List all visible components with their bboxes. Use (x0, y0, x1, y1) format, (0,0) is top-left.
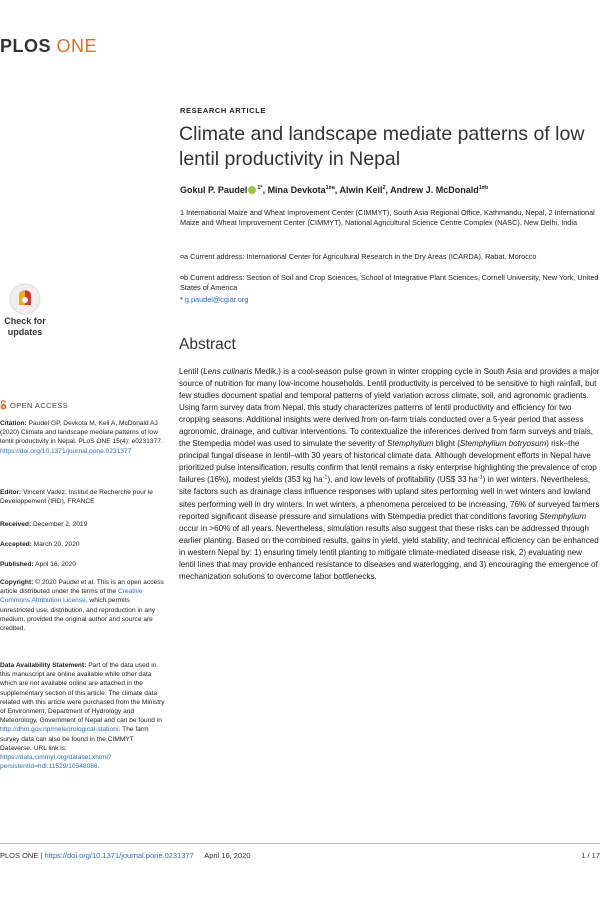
journal-logo: PLOS ONE (0, 36, 98, 56)
current-address-b: ¤b Current address: Section of Soil and Crop Sciences, School of Integrative Plant Sciences, Cornell University, New York, United States of America (180, 273, 599, 292)
climate-data-link[interactable]: http://dhm.gov.np/meteorological-station/ (0, 726, 119, 734)
citation-doi-link[interactable]: https://doi.org/10.1371/journal.pone.0231377 (0, 447, 132, 455)
author-name[interactable]: , Andrew J. McDonald (385, 185, 479, 195)
footer-divider (0, 843, 600, 844)
author-name[interactable]: , Alwin Keil (334, 185, 383, 195)
author-name[interactable]: Gokul P. Paudel (180, 185, 248, 195)
page-footer: PLOS ONE | https://doi.org/10.1371/journal.pone.0231377 April 16, 2020 1 / 17 (0, 851, 600, 860)
dataverse-link[interactable]: https://data.cimmyt.org/dataset.xhtml?persistentId=hdl:11529/10548086 (0, 754, 112, 771)
author-name[interactable]: , Mina Devkota (262, 185, 326, 195)
abstract-text: Lentil (Lens culinaris Medik.) is a cool-season pulse grown in winter cropping cycle in South Asia and provides a major source of nutrition for many low-income households. Lentil productivity is perceived to be sensitive to high rainfall, but few studies document spatial and temporal patterns of yield variation across climate, soil, and agronomic gradients. Using farm survey data from Nepal, this study characterizes patterns of lentil productivity and efficiency for two cropping seasons. Additional insights were derived from on-farm trials conducted over a 5-year period that assess agronomic, drainage, and cultivar interventions. To contextualize the inferences derived from farm surveys and trials, the Stempedia model was used to simulate the severity of Stemphylium blight (Stemphylium botryosum) risk–the principal fungal disease in lentil–with 30 years of historical climate data. Although development efforts in Nepal have prioritized pulse intensification, results confirm that lentil remains a risky enterprise highlighting the prevalence of crop failures (16%), modest yields (353 kg $ha^{-1}$), and low levels of profitability (US$ 33 $ha^{-1}$) in wet winters. Nevertheless, site factors such as drainage class influence responses with upland sites performing well in wet winters and lowland sites performing well in dry winters. In wet winters, a phenomena perceived to be increasing, 76% of surveyed farmers reported significant disease pressure and simulations with Stempedia predict that conditions favoring Stemphylium occur in >60% of all years. Nevertheless, simulation results also suggest that these risks can be addressed through earlier planting. Based on the combined results, gains in yield, yield stability, and technical efficiency can be enhanced in western Nepal by: 1) ensuring timely lentil planting to mitigate climate-mediated disease risk, 2) evaluating new lentil lines that may provide enhanced resistance to diseases and waterlogging, and 3) encouraging the emergence of mechanization solutions to overcome labor bottlenecks. (179, 367, 600, 581)
author-list: Gokul P. Paudel $^{1*}$, Mina Devkota$^{1¤a}$, Alwin Keil$^2$, Andrew J. McDonald$^{1¤b}$ (180, 185, 489, 195)
received-date: Received: December 2, 2019 (0, 521, 88, 528)
affiliations: 1 International Maize and Wheat Improvement Center (CIMMYT), South Asia Regional Office, Kathmandu, Nepal, 2 International Maize and Wheat Improvement Center (CIMMYT), National Agricultural Science Centre Complex (NASC), New Delhi, India (180, 208, 595, 227)
copyright-block: Copyright: © 2020 Paudel et al. This is an open access article distributed under the terms of the Creative Commons Attribution License, which permits unrestricted use, distribution, and reproduction in any medium, provided the original author and source are credited. (0, 579, 164, 633)
footer-date: April 16, 2020 (204, 851, 251, 860)
page-number: 1 / 17 (581, 851, 600, 860)
accepted-date: Accepted: March 20, 2020 (0, 541, 80, 548)
orcid-icon[interactable] (248, 186, 256, 194)
check-updates-line1: Check for (4, 316, 46, 326)
footer-doi-link[interactable]: https://doi.org/10.1371/journal.pone.0231377 (44, 851, 194, 860)
citation-block: Citation: Paudel GP, Devkota M, Keil A, McDonald AJ (2020) Climate and landscape mediate patterns of low lentil productivity in Nepal. PLoS ONE 15(4): e0231377. https://doi.org/10.1371/journal.pone.0231377 (0, 420, 163, 455)
editor-block: Editor: Vincent Vadez, Institut de Recherche pour le Developpement (IRD), FRANCE (0, 489, 153, 506)
abstract-heading: Abstract (179, 336, 236, 353)
article-type: RESEARCH ARTICLE (180, 106, 266, 115)
license-link[interactable]: Creative Commons Attribution License (0, 588, 143, 605)
current-address-a: ¤a Current address: International Center for Agricultural Research in the Dry Areas (ICARDA), Rabat, Morocco (180, 252, 537, 261)
check-for-updates-badge[interactable] (0, 283, 50, 337)
check-updates-line2: updates (7, 327, 43, 337)
article-title: Climate and landscape mediate patterns of low lentil productivity in Nepal (179, 123, 585, 170)
corresponding-email: * g.paudel@cgiar.org (180, 295, 249, 304)
open-access-lock-icon (0, 400, 7, 410)
check-updates-icon (9, 283, 41, 315)
email-link[interactable]: g.paudel@cgiar.org (184, 295, 249, 304)
published-date: Published: April 16, 2020 (0, 561, 76, 568)
data-availability-block: Data Availability Statement: Part of the data used in this manuscript are online available while other data which are not available online are attached in the supplementary section of this article. The climate data related with this article were purchased from the Ministry of Environment, Department of Hydrology and Meteorology, Government of Nepal and can be found in http://dhm.gov.np/meteorological-station/. The farm survey data can also be found in the CIMMYT Dataverse. URL link is: https://data.cimmyt.org/dataset.xhtml?persistentId=hdl:11529/10548086. (0, 662, 165, 771)
open-access-label: OPEN ACCESS (0, 400, 68, 410)
